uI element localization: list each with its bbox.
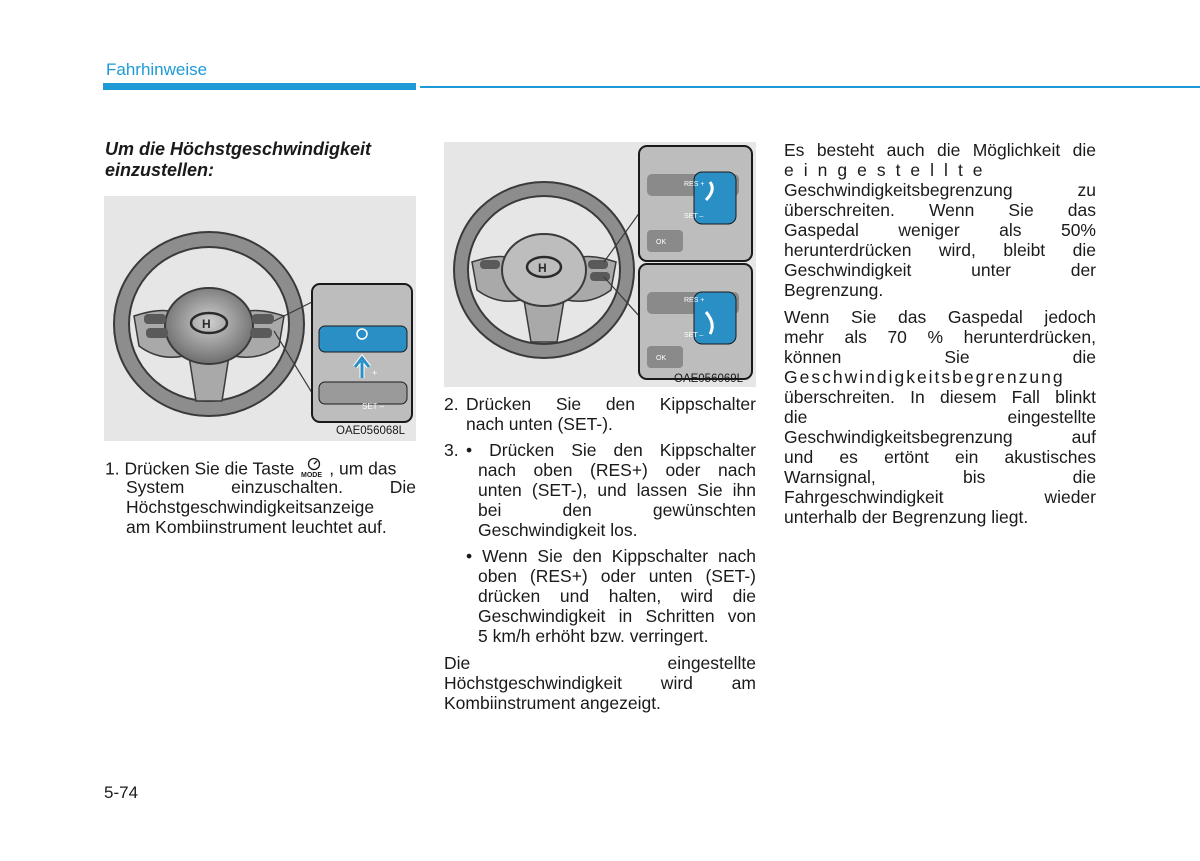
- step-3: [444, 440, 756, 646]
- step-2-number: 2.: [444, 394, 459, 414]
- paragraph-line: Fahrgeschwindigkeit wieder: [784, 487, 1096, 507]
- paragraph-line: Warnsignal, bis die: [784, 467, 1096, 487]
- step-3-bullet-line: • Wenn Sie den Kippschalter nach: [466, 546, 756, 566]
- step-1-line: System einzuschalten. Die: [126, 477, 416, 497]
- display-paragraph: [444, 653, 756, 713]
- paragraph-line: Geschwindigkeit unter der: [784, 260, 1096, 280]
- step-2: [444, 394, 756, 434]
- step-2-line: nach unten (SET-).: [466, 414, 613, 434]
- step-3-bullet-line: • Drücken Sie den Kippschalter: [466, 440, 756, 460]
- step-3-bullet-line: Geschwindigkeit los.: [478, 520, 638, 540]
- figure-code: OAE056068L: [336, 425, 406, 437]
- step-3-number: 3.: [444, 440, 459, 460]
- step-1-prefix: 1. Drücken Sie die Taste: [105, 458, 295, 479]
- paragraph-line: Höchstgeschwindigkeit wird am: [444, 673, 756, 693]
- step-3-bullet-line: nach oben (RES+) oder nach: [478, 460, 756, 480]
- paragraph-line: eingestellte: [784, 160, 993, 180]
- svg-text:H: H: [538, 261, 547, 275]
- paragraph-line: unterhalb der Begrenzung liegt.: [784, 507, 1029, 527]
- paragraph-line: überschreiten. In diesem Fall blinkt: [784, 387, 1096, 407]
- svg-text:H: H: [202, 317, 211, 331]
- paragraph-line: die eingestellte: [784, 407, 1096, 427]
- step-1-line: am Kombiinstrument leuchtet auf.: [126, 517, 387, 537]
- ok-label: OK: [656, 239, 667, 246]
- ok-label: OK: [656, 355, 667, 362]
- step-2-line: Drücken Sie den Kippschalter: [466, 394, 756, 414]
- set-label: SET –: [684, 332, 704, 339]
- override-paragraph-2: [784, 307, 1096, 527]
- step-3-bullet-line: drücken und halten, wird die: [478, 586, 756, 606]
- steering-wheel-illustration: [104, 196, 416, 441]
- paragraph-line: Die eingestellte: [444, 653, 756, 673]
- step-3-bullet-line: oben (RES+) oder unten (SET-): [478, 566, 756, 586]
- paragraph-line: und es ertönt ein akustisches: [784, 447, 1096, 467]
- override-paragraph-1: [784, 140, 1096, 300]
- svg-text:SET –: SET –: [362, 402, 385, 411]
- res-label: RES +: [684, 181, 705, 188]
- mode-icon-label: MODE: [301, 472, 323, 479]
- paragraph-line: können Sie die: [784, 347, 1096, 367]
- step-1-line: Höchstgeschwindigkeitsanzeige: [126, 497, 375, 517]
- svg-text:+: +: [372, 368, 378, 378]
- paragraph-line: Geschwindigkeitsbegrenzung auf: [784, 427, 1096, 447]
- paragraph-line: herunterdrücken wird, bleibt die: [784, 240, 1096, 260]
- paragraph-line: Kombiinstrument angezeigt.: [444, 693, 661, 713]
- steering-wheel-switch-illustration: [444, 142, 756, 387]
- steering-wheel-figure-2: [444, 142, 756, 387]
- step-3-bullet-line: Geschwindigkeit in Schritten von: [478, 606, 756, 626]
- paragraph-line: Wenn Sie das Gaspedal jedoch: [784, 307, 1096, 327]
- step-3-bullet-line: unten (SET-), und lassen Sie ihn: [478, 480, 756, 500]
- res-label: RES +: [684, 297, 705, 304]
- step-3-bullet-line: 5 km/h erhöht bzw. verringert.: [478, 626, 709, 646]
- paragraph-line: überschreiten. Wenn Sie das: [784, 200, 1096, 220]
- paragraph-line: Geschwindigkeitsbegrenzung: [784, 367, 1065, 387]
- page-number: 5-74: [104, 783, 139, 802]
- step-1: [105, 457, 416, 537]
- step-1-suffix: , um das: [329, 458, 397, 479]
- paragraph-line: Geschwindigkeitsbegrenzung zu: [784, 180, 1096, 200]
- paragraph-line: mehr als 70 % herunterdrücken,: [784, 327, 1096, 347]
- paragraph-line: Begrenzung.: [784, 280, 884, 300]
- section-title: Um die Höchstgeschwindigkeit einzustellen:: [105, 139, 372, 180]
- steering-wheel-figure-1: [104, 196, 416, 441]
- figure-code: OAE056069L: [674, 373, 744, 385]
- section-header: Fahrhinweise: [106, 60, 208, 79]
- step-3-bullet-line: bei den gewünschten: [478, 500, 756, 520]
- paragraph-line: Es besteht auch die Möglichkeit die: [784, 140, 1096, 160]
- paragraph-line: Gaspedal weniger als 50%: [784, 220, 1096, 240]
- header-accent-bar: [103, 83, 416, 90]
- header-rule: [420, 86, 1200, 88]
- set-label: SET –: [684, 213, 704, 220]
